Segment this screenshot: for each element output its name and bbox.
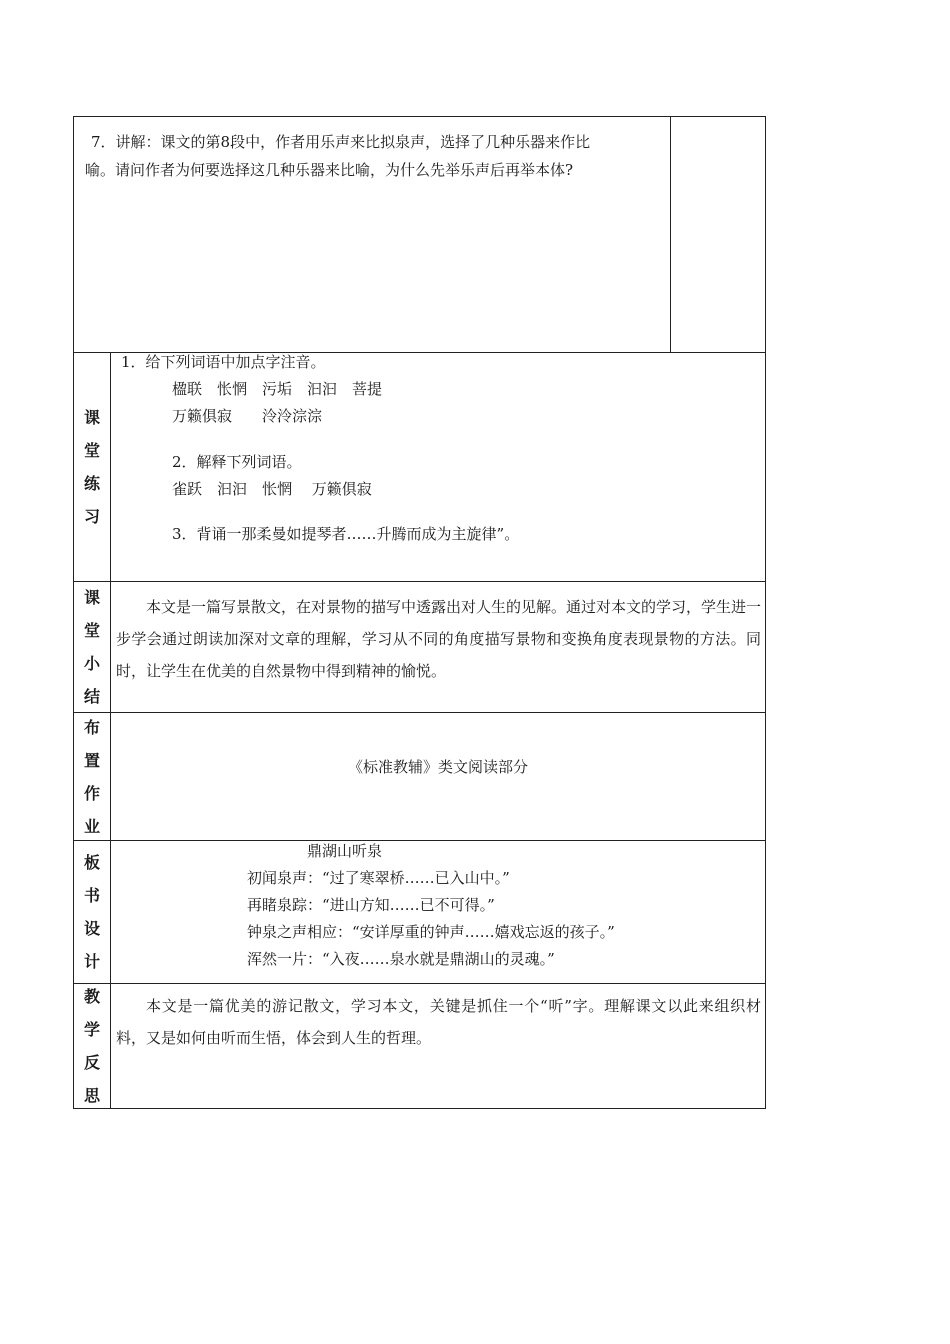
practice-item-3: 3．背诵一那柔曼如提琴者……升腾而成为主旋律”。 [172, 525, 520, 543]
question-7-cell [74, 117, 671, 352]
practice-item-1-words-a: 楹联 怅惘 污垢 汩汩 菩提 [172, 380, 383, 398]
practice-label: 课 堂 练 习 [74, 353, 111, 581]
row-question-7 [74, 117, 765, 353]
reflection-label: 教 学 反 思 [74, 984, 111, 1108]
practice-item-2-title: 2．解释下列词语。 [172, 453, 302, 471]
board-label: 板 书 设 计 [74, 841, 111, 983]
board-line-4: 浑然一片：“入夜……泉水就是鼎湖山的灵魂。” [247, 950, 555, 968]
summary-label: 课 堂 小 结 [74, 582, 111, 712]
homework-text: 《标准教辅》类文阅读部分 [347, 758, 528, 776]
practice-item-2-words: 雀跃 汩汩 怅惘 万籁俱寂 [172, 480, 372, 498]
row-classroom-summary [74, 582, 765, 713]
reflection-text: 本文是一篇优美的游记散文，学习本文，关键是抓住一个“听”字。理解课文以此来组织材料，又是如何由听而生悟，体会到人生的哲理。 [116, 997, 761, 1047]
board-title: 鼎湖山听泉 [307, 842, 383, 860]
row-homework [74, 713, 765, 841]
homework-label: 布 置 作 业 [74, 713, 111, 840]
board-line-2: 再睹泉踪：“进山方知……已不可得。” [247, 896, 495, 914]
practice-item-1-title: 1．给下列词语中加点字注音。 [121, 353, 326, 371]
lesson-plan-table [73, 116, 766, 1109]
board-line-1: 初闻泉声：“过了寒翠桥……已入山中。” [247, 869, 510, 887]
summary-text: 本文是一篇写景散文，在对景物的描写中透露出对人生的见解。通过对本文的学习，学生进一步学会通过朗读加深对文章的理解，学习从不同的角度描写景物和变换角度表现景物的方法。同时，让学生在优美的自然景物中得到精神的愉悦。 [116, 598, 762, 680]
practice-item-1-words-b: 万籁俱寂 泠泠淙淙 [172, 407, 323, 425]
row-classroom-practice [74, 353, 765, 582]
row-board-design [74, 841, 765, 984]
question-7-line-1: 7．讲解：课文的第8段中，作者用乐声来比拟泉声，选择了几种乐器来作比 [91, 133, 591, 151]
question-7-line-2: 喻。请问作者为何要选择这几种乐器来比喻，为什么先举乐声后再举本体? [85, 161, 574, 179]
row-teaching-reflection [74, 984, 765, 1108]
board-line-3: 钟泉之声相应：“安详厚重的钟声……嬉戏忘返的孩子。” [247, 923, 615, 941]
